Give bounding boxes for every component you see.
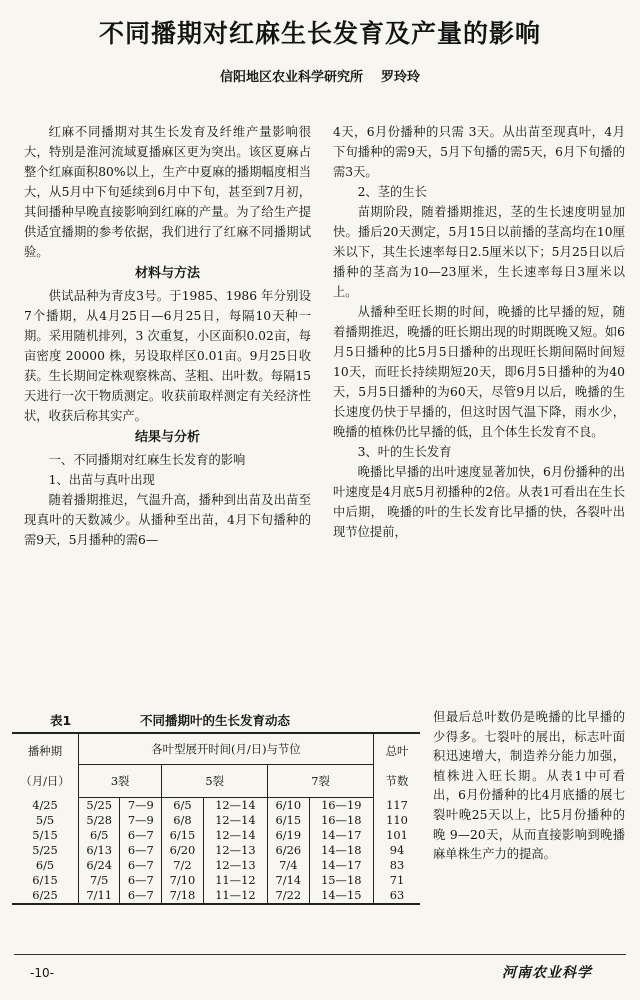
table-cell-n7: 14—15: [309, 888, 373, 904]
table-cell-d3: 6/13: [79, 843, 120, 858]
table-cell-period: 6/5: [35, 858, 55, 872]
table-row: [12, 813, 420, 828]
table-cell-n5: 11—12: [203, 888, 267, 904]
table-cell-n3: 6—7: [120, 843, 162, 858]
leaf-development-table: [12, 732, 420, 905]
table-label: 表1: [50, 713, 72, 728]
table-cell-n7: 14—18: [309, 843, 373, 858]
table-cell-n5: 12—14: [203, 813, 267, 828]
results-heading: 结果与分析: [134, 430, 200, 445]
table-cell-n7: 14—17: [309, 828, 373, 843]
vigorous-growth-paragraph: 从播种至旺长期的时间，晚播的比早播的短，随着播期推迟，晚播的旺长期出现的时期既晚又短。如6月5日播种的比5月5日播种的出现旺长期间隔时间短10天，而旺长持续期短20天，即6月5日播种的为40天，5月5日播种的为60天，尽管9月以后，晚播的生长速度仍快于早播的，但这时因气温下降，雨水少，晚播的植株仍比早播的低，且个体生长发育不良。: [333, 305, 625, 439]
table-cell-n7: 16—18: [309, 813, 373, 828]
table-title: 不同播期叶的生长发育动态: [140, 713, 291, 728]
table-row: [12, 858, 420, 873]
byline: [0, 66, 640, 85]
table-cell-d7: 7/4: [268, 858, 309, 873]
table-cell-total: 117: [374, 798, 421, 814]
table-cell-d3: 7/5: [79, 873, 120, 888]
subsection-1-heading: 1、出苗与真叶出现: [48, 473, 155, 487]
table-cell-n3: 7—9: [120, 798, 162, 814]
table-cell-d5: 7/18: [162, 888, 203, 904]
table-cell-d3: 7/11: [79, 888, 120, 904]
table-cell-period: 4/25: [32, 797, 58, 812]
intro-paragraph: 红麻不同播期对其生长发育及纤维产量影响很大，特别是淮河流域夏播麻区更为突出。该区夏麻占整个红麻面积80%以上，生产中夏麻的播期幅度相当大，从5月中下旬延续到6月中下旬，甚至到7月初，其间播种早晚直接影响到红麻的产量。为了给生产提供适宜播期的参考依据，我们进行了红麻不同播期试验。: [24, 125, 311, 259]
leaf-growth-paragraph: 晚播比早播的出叶速度显著加快，6月份播种的出叶速度是4月底5月初播种的2倍。从表1可看出在生长中后期， 晚播的叶的生长发育比早播的快，各裂叶出现节位提前，: [333, 465, 625, 539]
methods-paragraph: 供试品种为青皮3号。于1985、1986 年分别设7个播期，从4月25日—6月25日，每隔10天种一期。采用随机排列，3 次重复，小区面积0.02亩，每亩密度 20000 株，另设取样区0.01亩。9月25日收获。生长期间定株观察株高、茎粗、出叶数。每隔15天进行一次干物质测定。收获前取样测定有关经济性状，收获后称其实产。: [24, 289, 311, 423]
table-cell-n3: 6—7: [120, 858, 162, 873]
section-1-heading: 一、不同播期对红麻生长发育的影响: [48, 453, 246, 467]
leaf-type-group-header: 各叶型展开时间(月/日)与节位: [79, 733, 374, 765]
leaf-type-5-header: 5裂: [162, 765, 268, 798]
total-leaves-header: 总叶 节数: [374, 733, 421, 798]
table-cell-period: 6/15: [32, 873, 58, 887]
table-cell-total: 110: [374, 813, 421, 828]
table-cell-n7: 14—17: [309, 858, 373, 873]
leaf-growth-paragraph-continued: 但最后总叶数仍是晚播的比早播的少得多。七裂叶的展出，标志叶面积迅速增大，制造养分能力加强，植株进入旺长期。从表1中可看出，6月份播种的比4月底播的展七裂叶晚25天以上，比5月份播种的晚 9—20天，从而直接影响到晚播麻单株生产力的提高。: [433, 710, 625, 862]
footer-rule: [14, 954, 626, 955]
table-cell-d3: 6/5: [79, 828, 120, 843]
table-row: [12, 888, 420, 904]
table-cell-total: 63: [374, 888, 421, 904]
leaf-type-7-header: 7裂: [268, 765, 374, 798]
leaf-type-3-header: 3裂: [79, 765, 162, 798]
table-cell-total: 101: [374, 828, 421, 843]
table-cell-n3: 6—7: [120, 828, 162, 843]
table-cell-d3: 6/24: [79, 858, 120, 873]
subsection-3-heading: 3、叶的生长发育: [357, 445, 452, 459]
table-cell-period: 5/25: [32, 843, 58, 857]
table-cell-d7: 6/26: [268, 843, 309, 858]
table-cell-d7: 6/10: [268, 798, 309, 814]
table-cell-period: 5/5: [35, 813, 55, 827]
table-cell-n3: 7—9: [120, 813, 162, 828]
sowing-period-header: 播种期 （月/日）: [12, 733, 79, 798]
table-cell-n3: 6—7: [120, 873, 162, 888]
author: 罗玲玲: [381, 70, 421, 85]
table-cell-n7: 16—19: [309, 798, 373, 814]
table-row: [12, 798, 420, 814]
table-caption: [50, 711, 420, 729]
emergence-paragraph-continued: 4天，6月份播种的只需 3天。从出苗至现真叶，4月下旬播种的需9天，5月下旬播的需5天，6月下旬播的需3天。: [333, 125, 625, 179]
table-row: [12, 843, 420, 858]
methods-heading: 材料与方法: [134, 266, 200, 281]
table-cell-d5: 6/8: [162, 813, 203, 828]
stem-growth-paragraph: 苗期阶段，随着播期推迟，茎的生长速度明显加快。播后20天测定，5月15日以前播的茎高均在10厘米以下，其生长速率每日2.5厘米以下；5月25日以后播种的茎高为10—23厘米，生长速率每日3厘米以上。: [333, 205, 625, 299]
table-cell-period: 5/15: [32, 828, 58, 842]
table-cell-n5: 12—14: [203, 798, 267, 814]
table-cell-period: 6/25: [12, 888, 79, 904]
emergence-paragraph: 随着播期推迟，气温升高，播种到出苗及出苗至现真叶的天数减少。从播种至出苗，4月下旬播种的需9天，5月播种的需6—: [24, 493, 311, 547]
table-cell-total: 83: [374, 858, 421, 873]
column-right: [333, 122, 625, 542]
institution: 信阳地区农业科学研究所: [219, 70, 363, 85]
table-cell-d5: 6/5: [162, 798, 203, 814]
table-cell-n5: 12—14: [203, 828, 267, 843]
table-cell-d5: 6/15: [162, 828, 203, 843]
table-cell-d7: 7/14: [268, 873, 309, 888]
table-cell-d3: 5/28: [79, 813, 120, 828]
column-left: [24, 122, 311, 550]
table-cell-n7: 15—18: [309, 873, 373, 888]
table-cell-n5: 12—13: [203, 843, 267, 858]
table-cell-d3: 5/25: [79, 798, 120, 814]
article-title: 不同播期对红麻生长发育及产量的影响: [98, 19, 541, 48]
table-cell-n5: 11—12: [203, 873, 267, 888]
table-cell-d7: 6/19: [268, 828, 309, 843]
journal-name: 河南农业科学: [502, 965, 592, 981]
table-cell-n5: 12—13: [203, 858, 267, 873]
table-cell-total: 71: [374, 873, 421, 888]
subsection-2-heading: 2、茎的生长: [357, 185, 427, 199]
table-cell-d5: 6/20: [162, 843, 203, 858]
table-cell-d7: 7/22: [268, 888, 309, 904]
column-right-lower: [433, 708, 625, 865]
table-cell-d7: 6/15: [268, 813, 309, 828]
table-cell-d5: 7/2: [162, 858, 203, 873]
table-row: [12, 828, 420, 843]
table-cell-d5: 7/10: [162, 873, 203, 888]
table-body: [12, 798, 420, 905]
table-cell-total: 94: [374, 843, 421, 858]
table-cell-n3: 6—7: [120, 888, 162, 904]
table-row: [12, 873, 420, 888]
page-number: -10-: [30, 966, 54, 980]
